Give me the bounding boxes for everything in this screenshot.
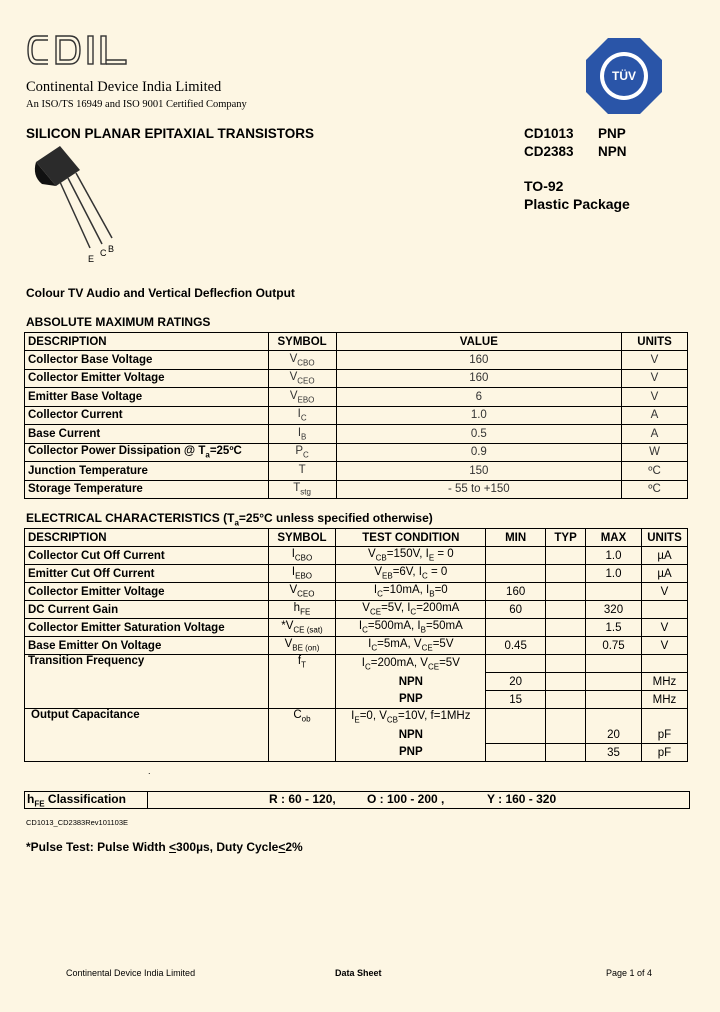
table-row: Output Capacitance $C_{ob}$ $I_E=0$, $V_{CB}=10V$, f=1MHz <box>25 709 688 727</box>
table-row: PNP 35 pF <box>25 744 688 762</box>
electrical-heading: ELECTRICAL CHARACTERISTICS ($T_a=25^\circ C$ unless specified otherwise) <box>26 511 433 528</box>
hfe-classification <box>24 791 690 809</box>
document-code: CD1013_CD2383Rev101103E <box>26 818 129 827</box>
abs-max-heading: ABSOLUTE MAXIMUM RATINGS <box>26 315 211 329</box>
pin-b-label: B <box>108 244 115 254</box>
cdil-logo <box>26 30 130 70</box>
electrical-table <box>24 528 688 762</box>
table-row: PNP 15 MHz <box>25 691 688 709</box>
class-y: Y : 160 - 320 <box>487 792 557 806</box>
table-row: NPN 20 pF <box>25 726 688 744</box>
table-row: Junction Temperature T 150 ºC <box>25 462 688 481</box>
table-row: Collector Emitter Voltage $V_{CEO}$ 160 V <box>25 369 688 388</box>
badge-text: TÜV <box>612 69 636 83</box>
package-description: Plastic Package <box>524 196 630 212</box>
pin-e-label: E <box>88 254 95 264</box>
to92-package-illustration <box>26 140 136 265</box>
table-row: Base Current $I_B$ 0.5 A <box>25 425 688 444</box>
part-number-2: CD2383 <box>524 144 574 159</box>
part-type-1: PNP <box>598 126 626 141</box>
footer-page: Page 1 of 4 <box>606 968 653 978</box>
class-r: R : 60 - 120, <box>269 792 336 806</box>
table-row: NPN 20 MHz <box>25 673 688 691</box>
footer-company: Continental Device India Limited <box>66 968 196 978</box>
document-title: SILICON PLANAR EPITAXIAL TRANSISTORS <box>26 126 315 141</box>
table-row: Emitter Base Voltage $V_{EBO}$ 6 V <box>25 388 688 407</box>
pin-c-label: C <box>100 248 107 258</box>
table-row: Collector Power Dissipation @ $T_a=25ºC$ $P_C$ 0.9 W <box>25 443 688 462</box>
table-row: Storage Temperature $T_{stg}$ - 55 to +150 ºC <box>25 480 688 499</box>
tuv-certification-badge <box>584 36 664 116</box>
part-number-1: CD1013 <box>524 126 574 141</box>
table-row: Collector Emitter Voltage $V_{CEO}$ $I_C=10mA$, $I_B=0$ 160 V <box>25 583 688 601</box>
table-row: DC Current Gain $h_{FE}$ $V_{CE}=5V$, $I_C=200mA$ 60 320 <box>25 601 688 619</box>
table-row: Collector Current $I_C$ 1.0 A <box>25 406 688 425</box>
table-row: Collector Emitter Saturation Voltage $*V_{CE (sat)}$ $I_C=500mA$, $I_B=50mA$ 1.5 V <box>25 619 688 637</box>
company-name: Continental Device India Limited <box>26 79 222 95</box>
dot-mark: . <box>148 766 151 776</box>
pulse-test-note: *Pulse Test: Pulse Width <300µs, Duty Cycle<2% <box>26 840 303 854</box>
package-name: TO-92 <box>524 178 564 194</box>
table-header-row: DESCRIPTION SYMBOL VALUE UNITS <box>25 333 688 351</box>
table-row: Collector Cut Off Current $I_{CBO}$ $V_{CB}=150V$, $I_E = 0$ 1.0 µA <box>25 547 688 565</box>
table-row: Base Emitter On Voltage $V_{BE (on)}$ $I_C=5mA$, $V_{CE}=5V$ 0.45 0.75 V <box>25 637 688 655</box>
table-row: Emitter Cut Off Current $I_{EBO}$ $V_{EB}=6V$, $I_C = 0$ 1.0 µA <box>25 565 688 583</box>
certification-text: An ISO/TS 16949 and ISO 9001 Certified Company <box>26 99 247 110</box>
footer-doc-type: Data Sheet <box>335 968 382 978</box>
application-text: Colour TV Audio and Vertical Deflecfion Output <box>26 286 295 300</box>
table-row: Transition Frequency $f_T$ $I_C=200mA$, $V_{CE}=5V$ <box>25 655 688 673</box>
class-o: O : 100 - 200 , <box>367 792 445 806</box>
table-row: Collector Base Voltage $V_{CBO}$ 160 V <box>25 351 688 370</box>
hfe-label: $h_{FE}$ Classification <box>27 792 148 808</box>
part-type-2: NPN <box>598 144 627 159</box>
table-header-row: DESCRIPTION SYMBOL TEST CONDITION MIN TYP MAX UNITS <box>25 529 688 547</box>
abs-max-table <box>24 332 688 499</box>
